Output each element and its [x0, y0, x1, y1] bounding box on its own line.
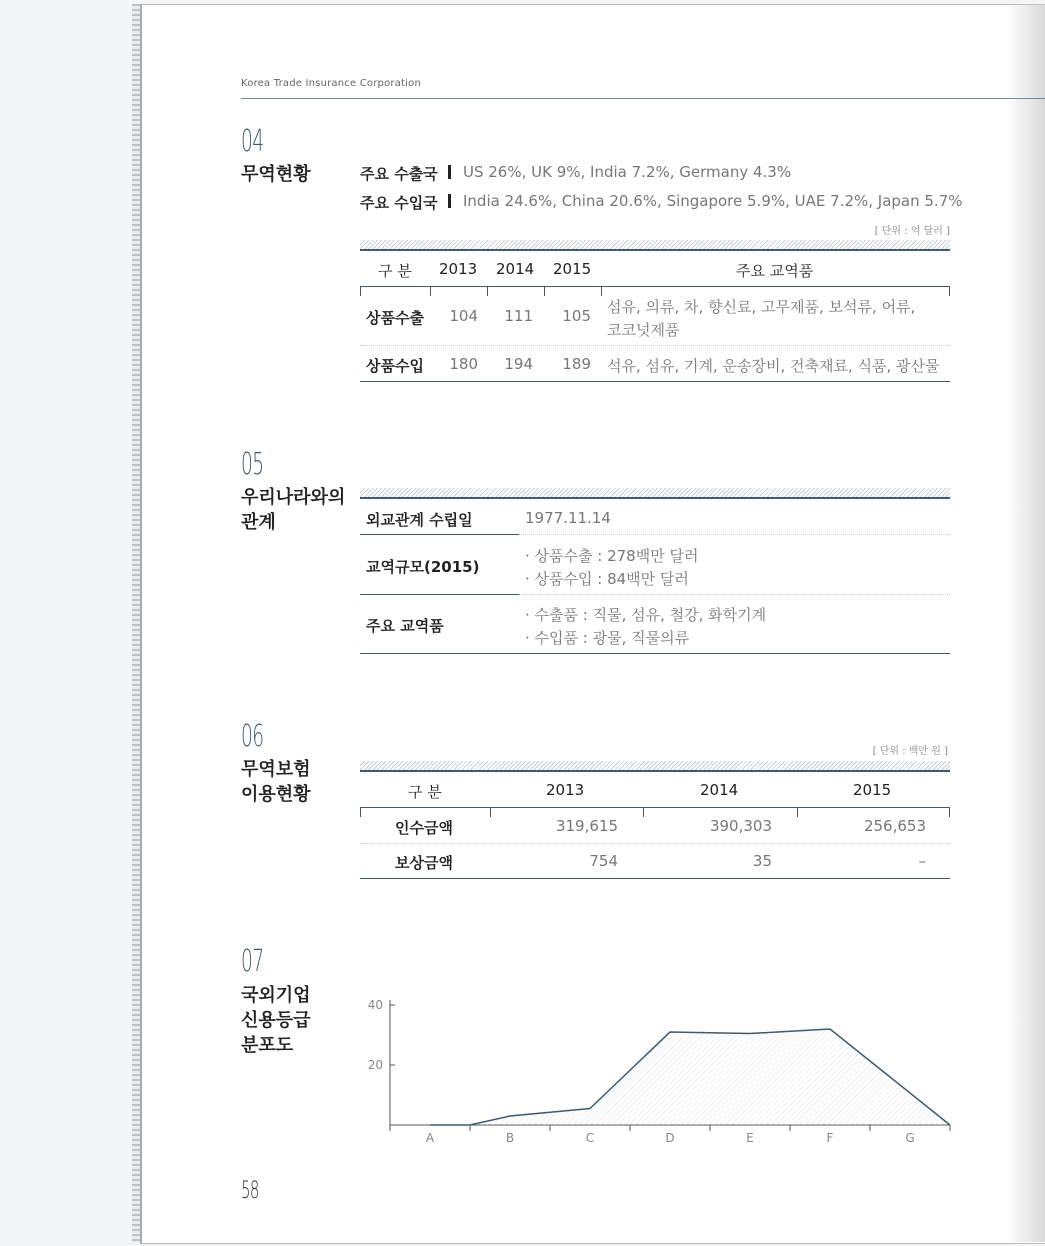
series-area: [430, 1029, 950, 1125]
table-06-top-rule: [360, 770, 950, 772]
table-05-top-rule: [360, 497, 950, 499]
tick: [360, 807, 361, 817]
section-05-number: 05: [241, 447, 264, 482]
table-06-header-2015: 2015: [853, 781, 892, 799]
table-04-header-2014: 2014: [496, 260, 535, 278]
section-04-title: 무역현황: [241, 164, 311, 185]
y-tick-label: 40: [367, 998, 383, 1012]
x-tick-label: E: [746, 1131, 754, 1145]
table-06-header-rule: [360, 807, 950, 808]
section-07-title-line3: 분포도: [241, 1035, 294, 1056]
underwriting-2013: 319,615: [555, 817, 618, 835]
row-import-items: 석유, 섬유, 기계, 운송장비, 건축재료, 식품, 광산물: [607, 357, 940, 375]
section-06-title-line1: 무역보험: [241, 759, 311, 780]
table-05-hatch: [360, 488, 950, 497]
running-header: Korea Trade Insurance Corporation: [241, 78, 421, 89]
row-export-items-line1: 섬유, 의류, 차, 향신료, 고무제품, 보석류, 어류,: [607, 298, 916, 316]
x-tick-label: G: [905, 1131, 915, 1145]
row-export-label: 상품수출: [366, 309, 424, 327]
table-05-bottom-rule: [360, 653, 950, 654]
section-04-unit: [ 단위 : 억 달러 ]: [874, 226, 950, 237]
row-import-2013: 180: [449, 355, 478, 373]
relation-established-value: 1977.11.14: [525, 509, 611, 527]
page-edge-shadow: [1007, 4, 1045, 1242]
underwriting-2014: 390,303: [709, 817, 772, 835]
major-export-value: US 26%, UK 9%, India 7.2%, Germany 4.3%: [463, 163, 792, 181]
tick: [430, 286, 431, 296]
section-07-title-line2: 신용등급: [241, 1010, 311, 1031]
x-tick-label: F: [826, 1131, 834, 1145]
row-export-items-line2: 코코넛제품: [607, 321, 680, 339]
section-06-number: 06: [241, 719, 264, 754]
trade-volume-export: · 상품수출 : 278백만 달러: [525, 547, 699, 565]
section-06-title-line2: 이용현황: [241, 784, 311, 805]
table-04-header-2013: 2013: [439, 260, 478, 278]
relation-established-label: 외교관계 수립일: [366, 511, 473, 529]
major-export-label: 주요 수출국: [360, 165, 438, 183]
section-07-title-line1: 국외기업: [241, 985, 311, 1006]
tick: [487, 286, 488, 296]
dotline: [519, 534, 950, 536]
tick: [601, 286, 602, 296]
tick: [544, 286, 545, 296]
underwriting-2015: 256,653: [863, 817, 926, 835]
main-goods-export: · 수출품 : 직물, 섬유, 철강, 화학기계: [525, 606, 767, 624]
table-06-header-2013: 2013: [546, 781, 585, 799]
table-06-hatch: [360, 761, 950, 770]
major-import-value: India 24.6%, China 20.6%, Singapore 5.9%, UAE 7.2%, Japan 5.7%: [463, 192, 963, 210]
tick: [490, 807, 491, 817]
section-07-number: 07: [241, 944, 264, 979]
header-rule: [241, 98, 1045, 99]
table-06-header-category: 구 분: [408, 783, 442, 801]
row-export-2014: 111: [504, 307, 533, 325]
compensation-2014: 35: [752, 852, 772, 870]
row-import-2015: 189: [562, 355, 591, 373]
x-tick-label: D: [665, 1131, 675, 1145]
credit-rating-chart: [350, 985, 960, 1150]
table-04-hatch: [360, 240, 950, 249]
section-04-number: 04: [241, 124, 264, 159]
dotline: [360, 843, 950, 845]
export-separator: [448, 165, 451, 179]
row-import-label: 상품수입: [366, 357, 424, 375]
table-06-bottom-rule: [360, 878, 950, 879]
tick: [643, 807, 644, 817]
major-import-label: 주요 수입국: [360, 194, 438, 212]
compensation-2013: 754: [589, 852, 618, 870]
row-export-2013: 104: [449, 307, 478, 325]
table-04-header-items: 주요 교역품: [736, 262, 814, 280]
page-number: 58: [241, 1176, 259, 1204]
compensation-label: 보상금액: [395, 854, 453, 872]
row-divider: [360, 345, 950, 347]
x-tick-label: A: [425, 1131, 435, 1145]
underwriting-label: 인수금액: [395, 819, 453, 837]
compensation-2015: –: [918, 852, 926, 870]
main-goods-import: · 수입품 : 광물, 직물의류: [525, 629, 690, 647]
thin: [360, 594, 519, 595]
table-04-header-2015: 2015: [553, 260, 592, 278]
table-04-top-rule: [360, 249, 950, 251]
section-06-unit: [ 단위 : 백만 원 ]: [872, 746, 948, 757]
tick: [949, 286, 950, 296]
import-separator: [448, 194, 451, 208]
thin: [360, 534, 519, 535]
dotline: [519, 594, 950, 596]
y-tick-label: 20: [367, 1058, 383, 1072]
table-04-header-category: 구 분: [378, 262, 412, 280]
table-06-header-2014: 2014: [700, 781, 739, 799]
table-04-header-rule: [360, 286, 950, 287]
trade-volume-import: · 상품수입 : 84백만 달러: [525, 570, 689, 588]
row-import-2014: 194: [504, 355, 533, 373]
x-tick-label: B: [505, 1131, 515, 1145]
section-05-title-line2: 관계: [241, 512, 276, 533]
table-04-bottom-rule: [360, 381, 950, 382]
x-tick-label: C: [585, 1131, 595, 1145]
row-export-2015: 105: [562, 307, 591, 325]
tick: [797, 807, 798, 817]
tick: [949, 807, 950, 817]
section-05-title-line1: 우리나라와의: [241, 487, 346, 508]
main-goods-label: 주요 교역품: [366, 617, 444, 635]
trade-volume-label: 교역규모(2015): [366, 558, 480, 576]
tick: [360, 286, 361, 296]
